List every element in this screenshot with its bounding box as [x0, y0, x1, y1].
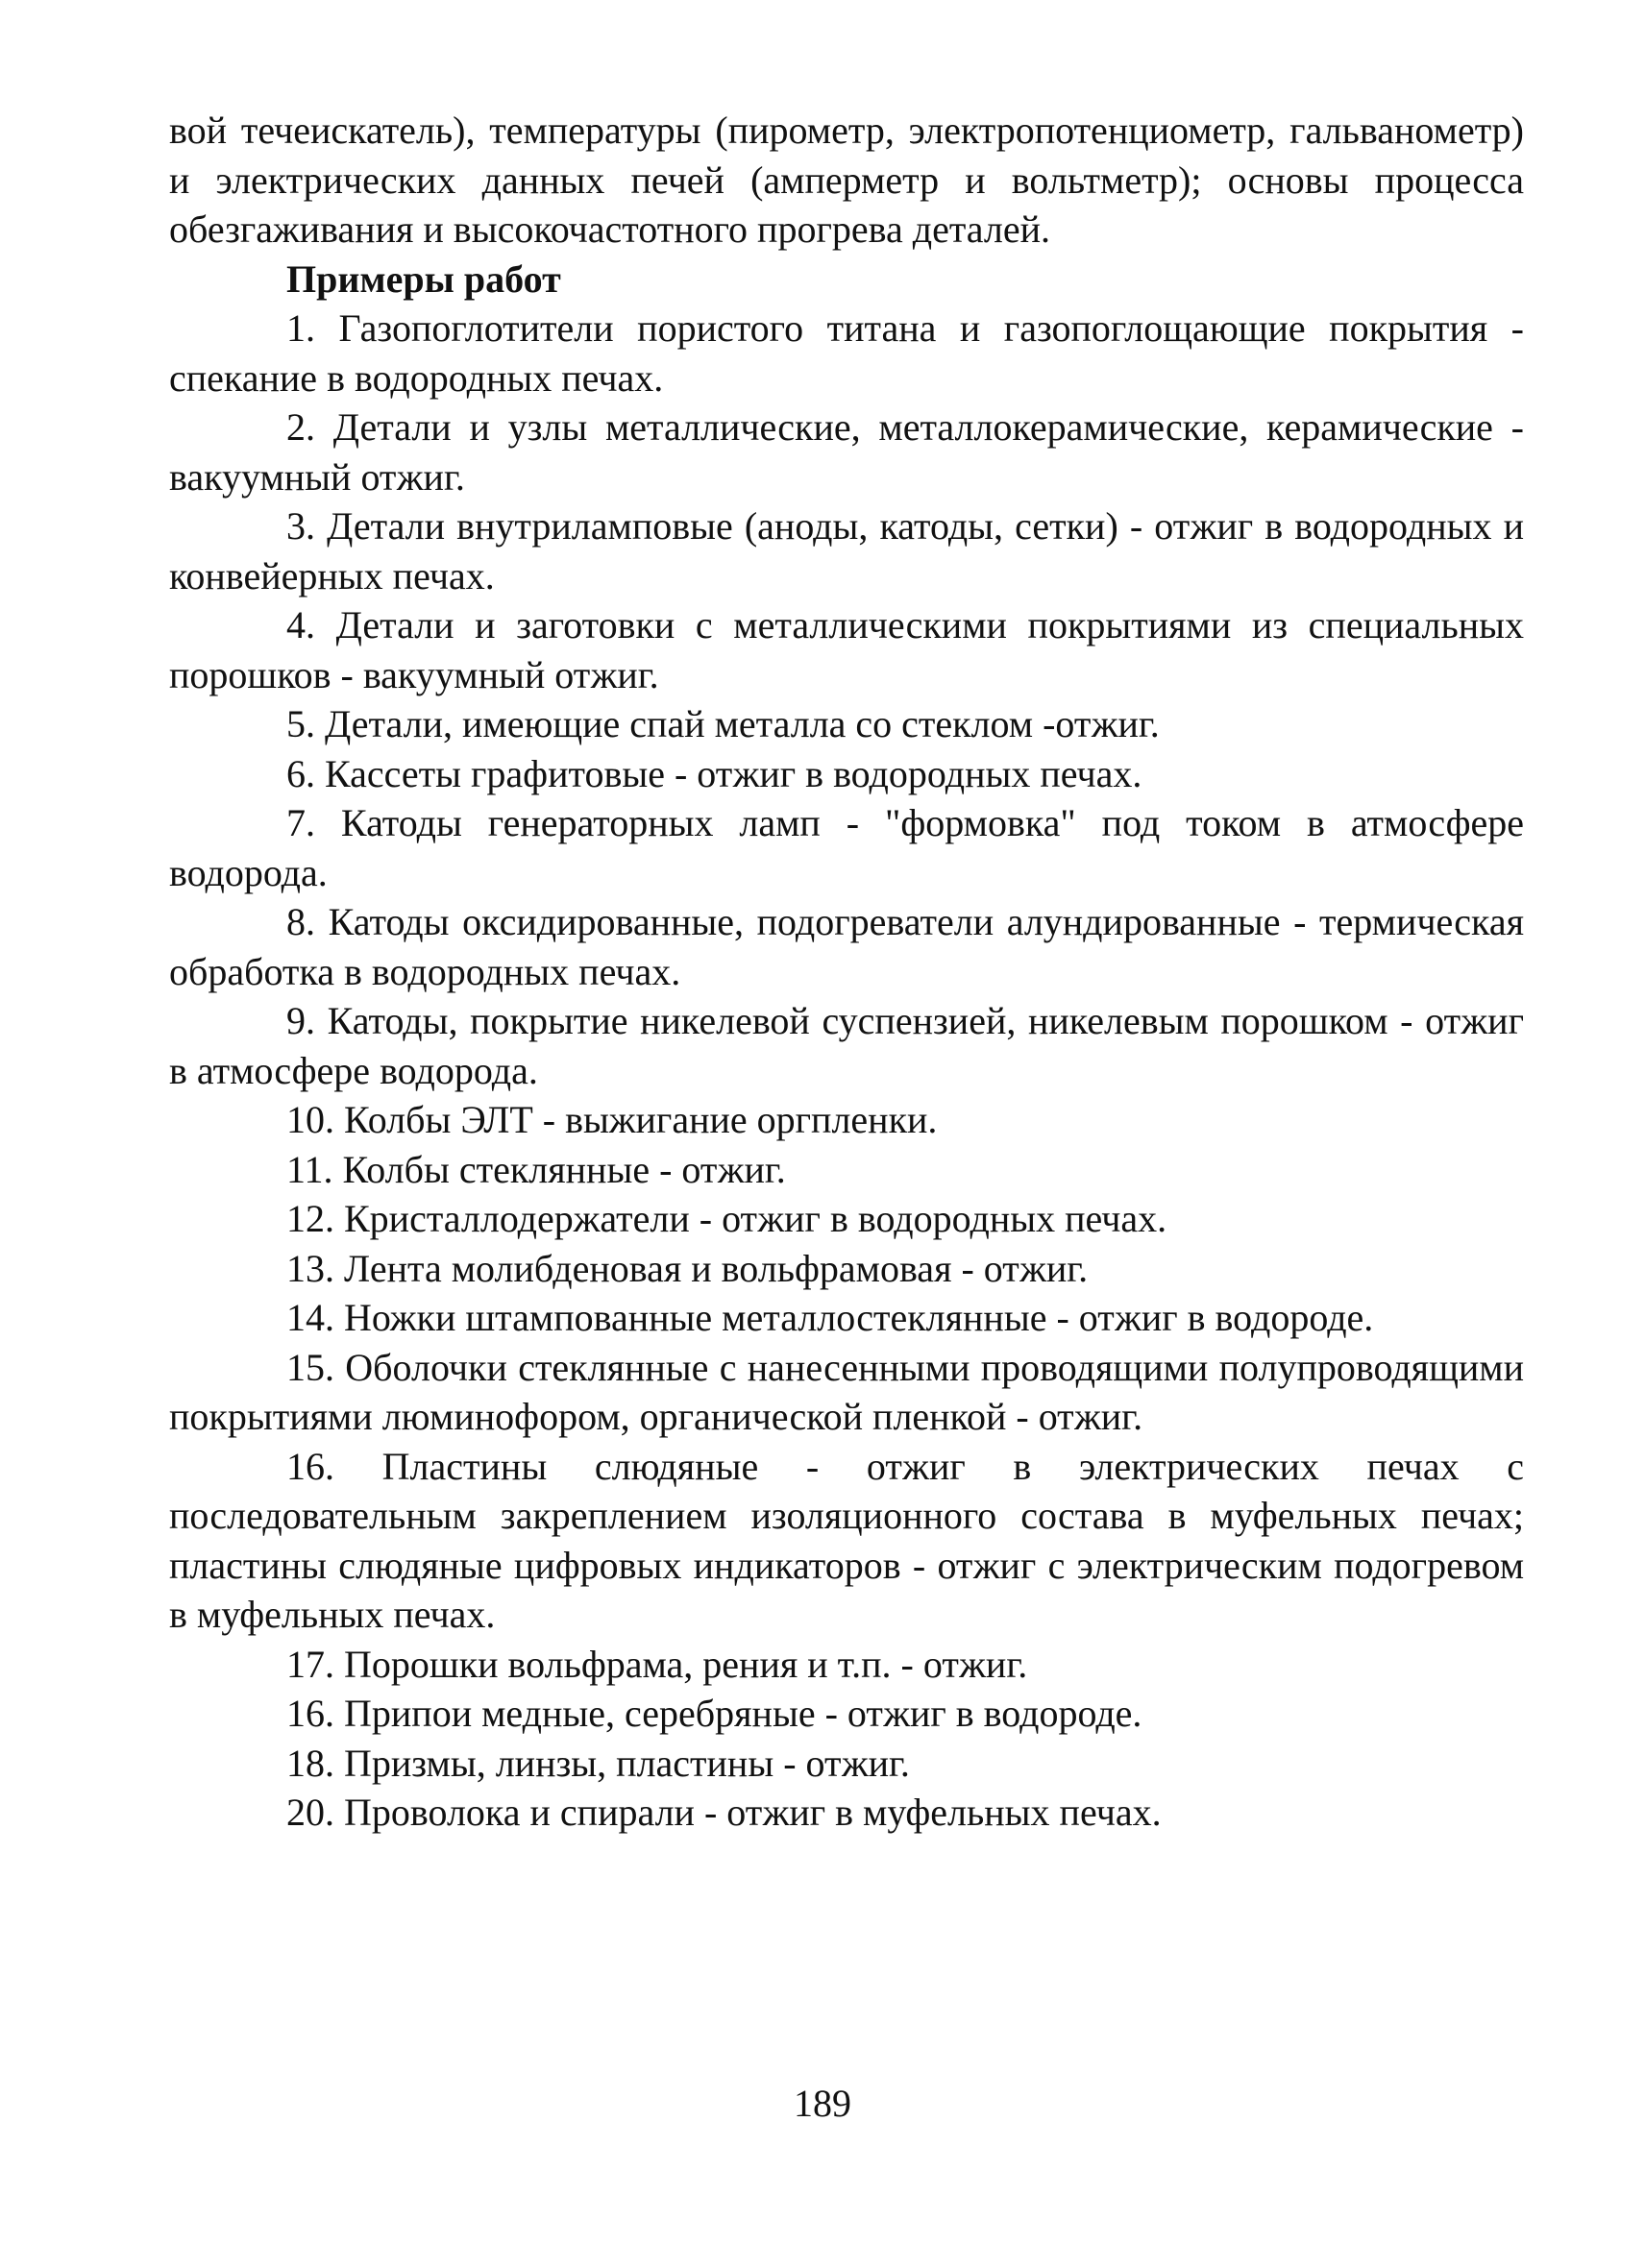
list-item: 9. Катоды, покрытие никелевой суспензией, никелевым порошком - отжиг в атмосфере водорода.	[169, 999, 1524, 1092]
list-item: 16. Припои медные, серебряные - отжиг в водороде.	[286, 1692, 1142, 1735]
list-item: 3. Детали внутриламповые (аноды, катоды, сетки) - отжиг в водородных и конвейерных печах.	[169, 504, 1524, 597]
list-item: 8. Катоды оксидированные, подогреватели алундированные - термическая обработка в водородных печах.	[169, 900, 1524, 993]
page-number: 189	[794, 2082, 851, 2125]
list-item: 1. Газопоглотители пористого титана и газопоглощающие покрытия - спекание в водородных печах.	[169, 306, 1524, 400]
list-item: 10. Колбы ЭЛТ - выжигание оргпленки.	[286, 1098, 938, 1141]
intro-paragraph: вой течеискатель), температуры (пирометр, электропотенциометр, гальванометр) и электрических данных печей (амперметр и вольтметр); основы процесса обезгаживания и высокочастотного прогрева деталей.	[169, 109, 1524, 251]
list-item: 17. Порошки вольфрама, рения и т.п. - отжиг.	[286, 1642, 1028, 1686]
list-item: 5. Детали, имеющие спай металла со стеклом -отжиг.	[286, 702, 1160, 745]
list-item: 12. Кристаллодержатели - отжиг в водородных печах.	[286, 1197, 1167, 1240]
list-item: 11. Колбы стеклянные - отжиг.	[286, 1147, 786, 1191]
list-item: 16. Пластины слюдяные - отжиг в электрических печах с последовательным закреплением изоляционного состава в муфельных печах; пластины слюдяные цифровых индикаторов - отжиг с электрическим подогревом в муфельных печах.	[169, 1444, 1524, 1636]
list-item: 14. Ножки штампованные металлостеклянные - отжиг в водороде.	[286, 1296, 1374, 1339]
list-item: 20. Проволока и спирали - отжиг в муфельных печах.	[286, 1791, 1162, 1834]
list-item: 4. Детали и заготовки с металлическими покрытиями из специальных порошков - вакуумный отжиг.	[169, 603, 1524, 696]
list-item: 18. Призмы, линзы, пластины - отжиг.	[286, 1741, 910, 1785]
list-item: 6. Кассеты графитовые - отжиг в водородных печах.	[286, 751, 1142, 795]
section-heading: Примеры работ	[286, 256, 561, 301]
list-item: 13. Лента молибденовая и вольфрамовая - отжиг.	[286, 1246, 1089, 1290]
list-item: 2. Детали и узлы металлические, металлокерамические, керамические - вакуумный отжиг.	[169, 405, 1524, 499]
list-item: 7. Катоды генераторных ламп - "формовка" под током в атмосфере водорода.	[169, 801, 1524, 894]
page-body	[169, 106, 1524, 1838]
list-item: 15. Оболочки стеклянные с нанесенными проводящими полупроводящими покрытиями люминофором, органической пленкой - отжиг.	[169, 1345, 1524, 1438]
